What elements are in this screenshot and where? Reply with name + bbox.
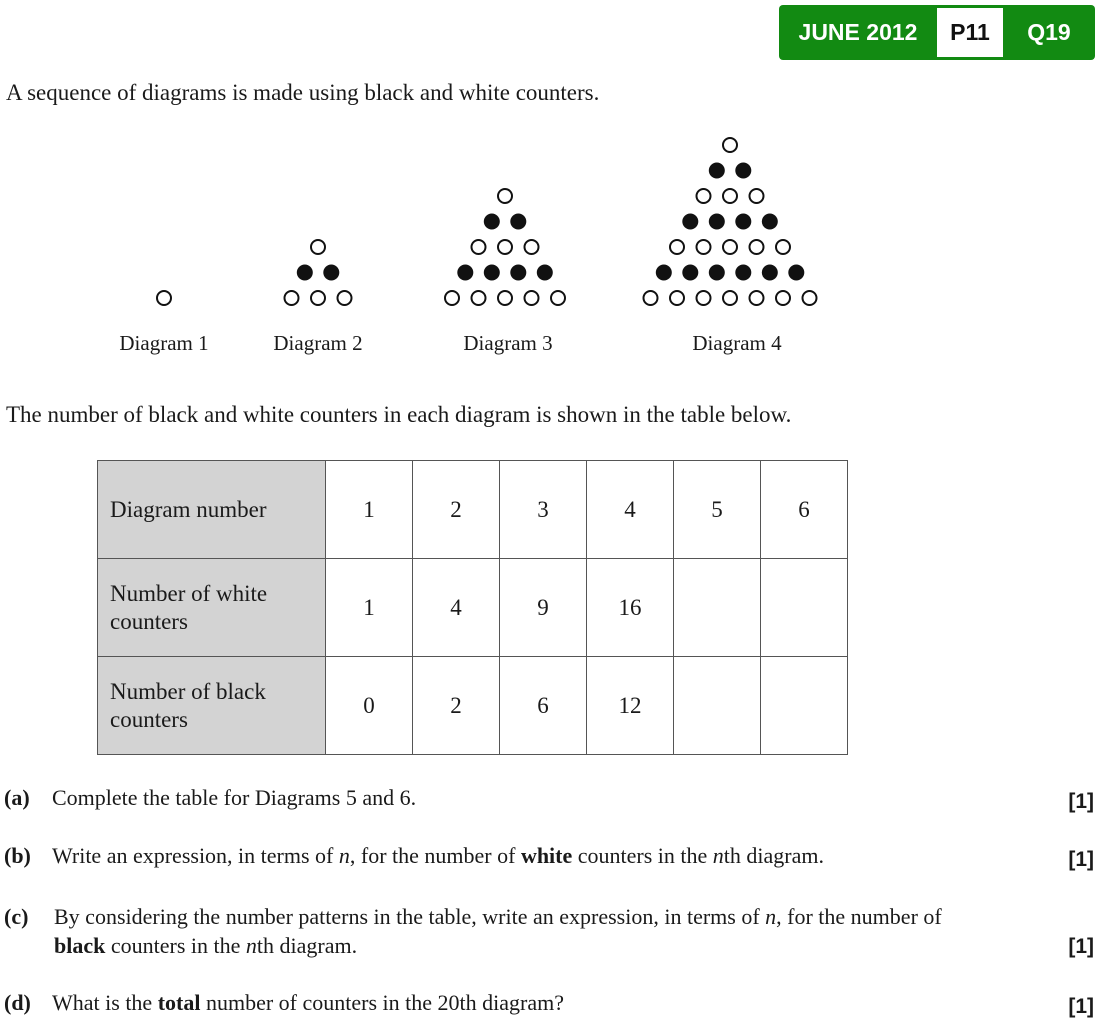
white-counter [311,240,325,254]
white-counter [776,240,790,254]
variable-n: n [712,843,724,868]
white-counter [723,138,737,152]
diagram-4-label: Diagram 4 [692,331,782,355]
white-counter [551,291,565,305]
white-counter [338,291,352,305]
white-counter [644,291,658,305]
white-counter [697,240,711,254]
black-counter [510,265,526,281]
table-cell-blank-white-6[interactable] [761,559,848,657]
counters-table [97,460,848,755]
variable-n: n [245,933,257,958]
white-counter [472,240,486,254]
question-c-label: (c) [4,904,29,929]
table-cell: 2 [413,461,500,559]
table-cell: 3 [500,461,587,559]
table-cell: 16 [587,559,674,657]
black-counter [323,265,339,281]
row-header-diagram-number: Diagram number [98,461,326,559]
table-cell: 4 [413,559,500,657]
table-cell: 1 [326,559,413,657]
question-c-mark: [1] [1068,935,1094,958]
white-counter [750,240,764,254]
black-counter [735,214,751,230]
question-d-mark: [1] [1068,995,1094,1018]
white-counter [498,189,512,203]
counter-diagrams [0,125,1100,315]
white-counter [157,291,171,305]
question-b-text: th diagram. [723,843,824,868]
question-d-text: What is the [52,990,158,1015]
black-counter [682,265,698,281]
table-cell: 4 [587,461,674,559]
white-counter [445,291,459,305]
black-counter [709,163,725,179]
white-counter [803,291,817,305]
white-counter [525,240,539,254]
question-c-text: th diagram. [256,933,358,958]
question-a [4,785,416,811]
black-counter [762,214,778,230]
table-cell: 5 [674,461,761,559]
white-counter [670,240,684,254]
row-header-white-counters: Number of white counters [98,559,326,657]
white-counter [472,291,486,305]
white-counter [498,291,512,305]
table-cell-blank-black-5[interactable] [674,657,761,755]
question-b-text: counters in the [572,843,713,868]
white-counter [525,291,539,305]
black-counter [762,265,778,281]
question-b [4,843,824,869]
table-cell: 1 [326,461,413,559]
question-b-text: Write an expression, in terms of [52,843,339,868]
emphasis-white: white [520,843,573,868]
black-counter [709,214,725,230]
exam-date: JUNE 2012 [798,19,918,45]
intro-text: A sequence of diagrams is made using black and white counters. [6,80,600,105]
black-counter [656,265,672,281]
table-cell-blank-white-5[interactable] [674,559,761,657]
black-counter [735,265,751,281]
question-c-text: By considering the number patterns in the table, write an expression, in terms of [54,904,766,929]
table-row-diagram-number [98,461,848,559]
white-counter [750,291,764,305]
white-counter [723,189,737,203]
black-counter [297,265,313,281]
black-counter [484,265,500,281]
question-b-label: (b) [4,843,31,868]
white-counter [697,189,711,203]
white-counter [670,291,684,305]
question-reference-tag [779,5,1095,60]
black-counter [709,265,725,281]
white-counter [750,189,764,203]
question-c [4,902,964,960]
white-counter [723,291,737,305]
question-a-text: Complete the table for Diagrams 5 and 6. [52,785,417,810]
emphasis-black: black [54,933,106,958]
black-counter [457,265,473,281]
table-cell: 12 [587,657,674,755]
black-counter [735,163,751,179]
question-a-mark: [1] [1068,790,1094,813]
white-counter [498,240,512,254]
table-cell: 9 [500,559,587,657]
black-counter [484,214,500,230]
white-counter [723,240,737,254]
black-counter [537,265,553,281]
diagram-3-label: Diagram 3 [463,331,553,355]
question-b-text: , for the number of [349,843,521,868]
question-a-label: (a) [4,785,30,810]
emphasis-total: total [157,990,201,1015]
row-header-black-counters: Number of black counters [98,657,326,755]
black-counter [510,214,526,230]
table-row-white-counters [98,559,848,657]
table-cell-blank-black-6[interactable] [761,657,848,755]
diagram-2-label: Diagram 2 [273,331,363,355]
variable-n: n [338,843,350,868]
table-cell: 6 [761,461,848,559]
table-intro-text: The number of black and white counters in each diagram is shown in the table below. [6,402,792,427]
table-cell: 0 [326,657,413,755]
white-counter [776,291,790,305]
question-c-text: , for the number of [776,904,942,929]
diagram-1-label: Diagram 1 [119,331,209,355]
question-d [4,990,564,1016]
black-counter [682,214,698,230]
table-cell: 6 [500,657,587,755]
question-number: Q19 [1027,19,1071,45]
question-c-text: counters in the [105,933,246,958]
black-counter [788,265,804,281]
paper-number: P11 [937,8,1003,57]
question-b-mark: [1] [1068,848,1094,871]
question-d-label: (d) [4,990,31,1015]
question-d-text: number of counters in the 20th diagram? [200,990,564,1015]
white-counter [311,291,325,305]
white-counter [697,291,711,305]
table-cell: 2 [413,657,500,755]
white-counter [285,291,299,305]
variable-n: n [765,904,777,929]
table-row-black-counters [98,657,848,755]
